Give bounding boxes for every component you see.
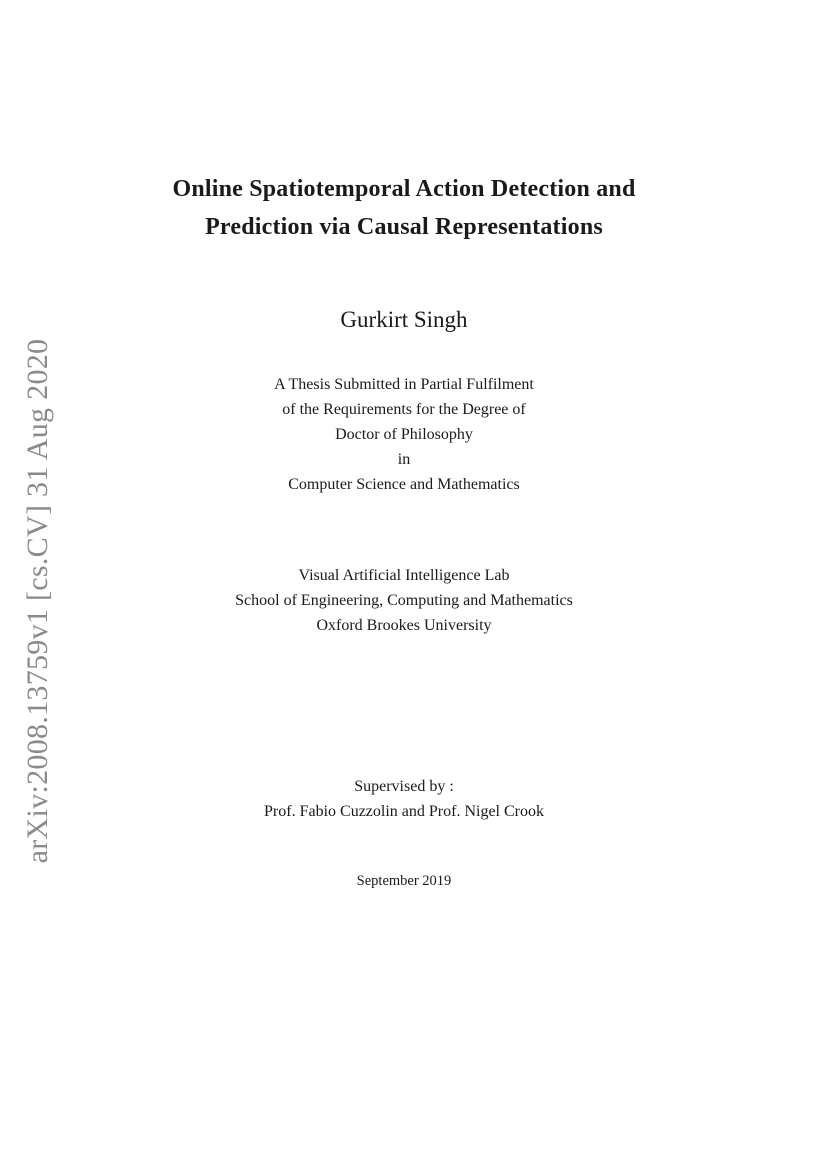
author-name: Gurkirt Singh [340, 307, 468, 332]
supervisor-names: Prof. Fabio Cuzzolin and Prof. Nigel Crook [264, 803, 544, 820]
affiliation-line: Oxford Brookes University [316, 617, 492, 634]
title-line: Online Spatiotemporal Action Detection and [172, 176, 636, 202]
degree-statement-line: in [397, 451, 411, 468]
arxiv-identifier-stamp: arXiv:2008.13759v1 [cs.CV] 31 Aug 2020 [21, 338, 54, 864]
affiliation [0, 563, 808, 638]
degree-statement-line: Doctor of Philosophy [335, 426, 473, 443]
affiliation-line: Visual Artificial Intelligence Lab [298, 567, 510, 584]
title-line: Prediction via Causal Representations [205, 214, 603, 240]
supervision [0, 774, 808, 824]
degree-statement-line: Computer Science and Mathematics [288, 476, 520, 493]
degree-statement-line: of the Requirements for the Degree of [282, 401, 526, 418]
affiliation-line: School of Engineering, Computing and Mathematics [235, 592, 573, 609]
supervision-label: Supervised by : [354, 778, 454, 795]
degree-statement-line: A Thesis Submitted in Partial Fulfilment [274, 376, 534, 393]
degree-statement [0, 372, 808, 497]
thesis-title [0, 170, 808, 246]
submission-date: September 2019 [356, 873, 452, 889]
